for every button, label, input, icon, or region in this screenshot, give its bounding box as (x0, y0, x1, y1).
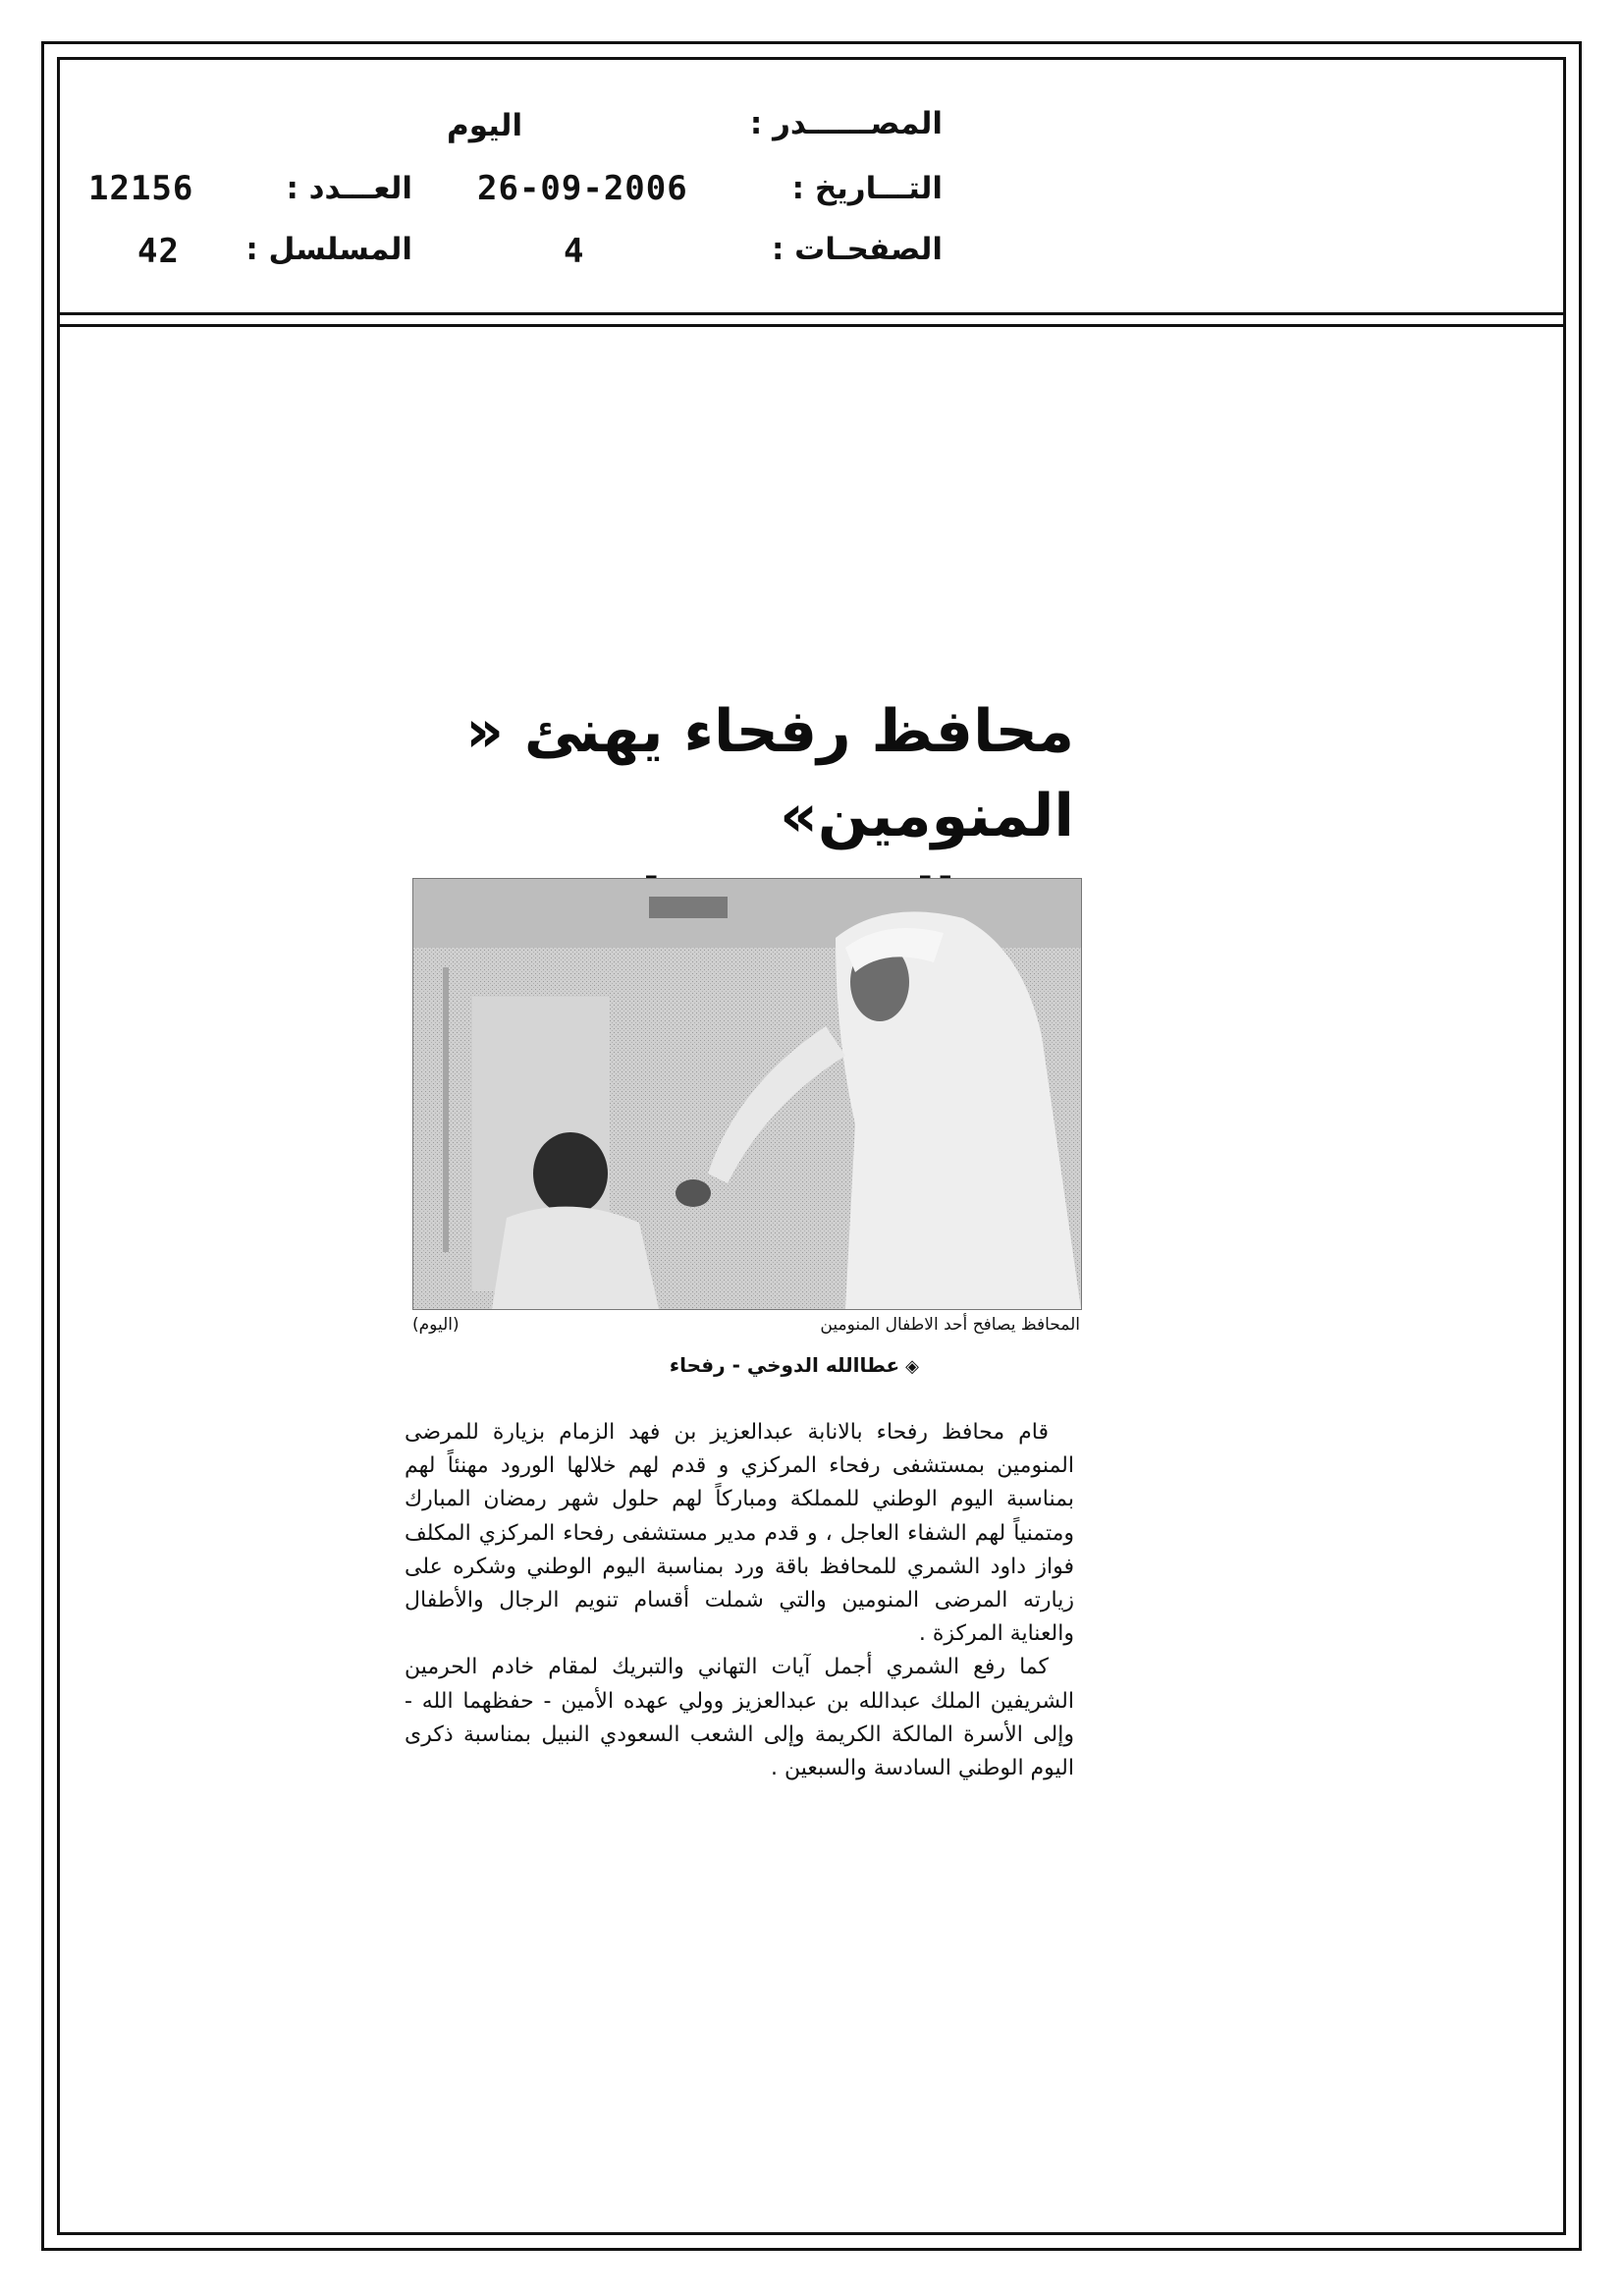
photo-credit: (اليوم) (412, 1315, 460, 1335)
newspaper-clipping (391, 660, 1084, 1850)
date-label: التـــاريخ : (791, 171, 943, 206)
article-byline (670, 1351, 919, 1381)
pages-label: الصفحـات : (771, 232, 943, 267)
serial-value: 42 (137, 232, 180, 271)
header-divider (57, 312, 1566, 315)
article-paragraph-2: كما رفع الشمري أجمل آيات التهاني والتبريك لمقام خادم الحرمين الشريفين الملك عبدالله بن عبدالعزيز وولي عهده الأمين - حفظهما الله - وإلى الأسرة المالكة الكريمة وإلى الشعب السعودي النبيل بمناسبة ذكرى اليوم الوطني السادسة والسبعين . (405, 1655, 1074, 1781)
article-paragraph-1: قام محافظ رفحاء بالانابة عبدالعزيز بن فهد الزمام بزيارة للمرضى المنومين بمستشفى رفحاء المركزي و قدم لهم خلالها الورود مهنئاً لهم بمناسبة اليوم الوطني للمملكة ومباركاً لهم حلول شهر رمضان المبارك ومتمنياً لهم الشفاء العاجل ، و قدم مدير مستشفى رفحاء المركزي المكلف فواز داود الشمري للمحافظ باقة ورد بمناسبة اليوم الوطني وشكره على زيارته المرضى المنومين والتي شملت أقسام تنويم الرجال والأطفال والعناية المركزة . (405, 1420, 1074, 1647)
source-value: اليوم (447, 108, 523, 143)
byline-text: عطاالله الدوخي - رفحاء (669, 1353, 900, 1377)
date-value: 26-09-2006 (477, 169, 688, 208)
article-body (405, 1416, 1074, 1785)
issue-value: 12156 (88, 169, 194, 208)
serial-label: المسلسل : (245, 232, 412, 267)
source-label: المصــــــدر : (749, 106, 943, 141)
header-divider-second (57, 324, 1566, 327)
pages-value: 4 (564, 232, 585, 271)
diamond-bullet-icon: ◈ (905, 1356, 919, 1377)
issue-label: العـــدد : (286, 171, 412, 206)
photo-caption: المحافظ يصافح أحد الاطفال المنومين (820, 1315, 1080, 1335)
headline-line-1: محافظ رفحاء يهنئ « المنومين» (465, 697, 1074, 850)
article-photo (412, 878, 1082, 1310)
